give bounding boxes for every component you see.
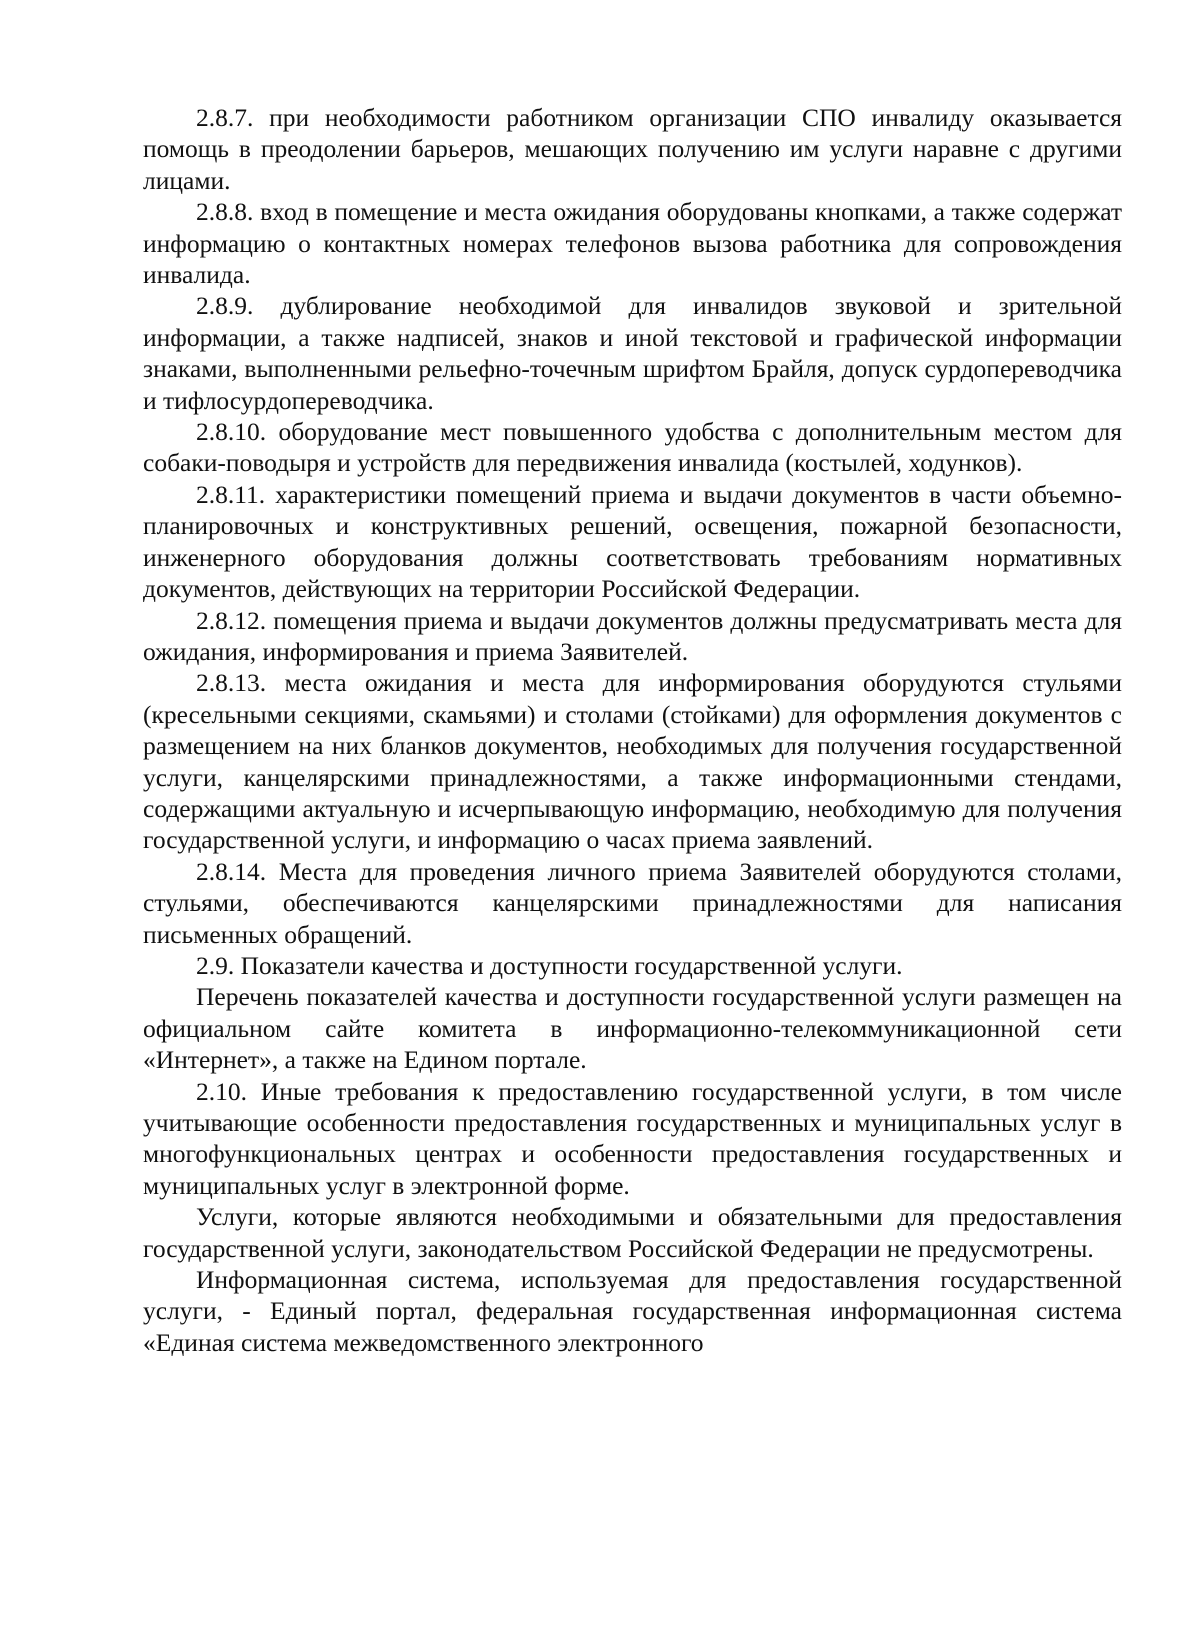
paragraph-2-8-7: 2.8.7. при необходимости работником организации СПО инвалиду оказывается помощь в преодолении барьеров, мешающих получению им услуги наравне с другими лицами. — [143, 103, 1122, 195]
paragraph-2-8-11: 2.8.11. характеристики помещений приема и выдачи документов в части объемно-планировочных и конструктивных решений, освещения, пожарной безопасности, инженерного оборудования должны соответствовать требованиям нормативных документов, действующих на территории Российской Федерации. — [143, 479, 1122, 604]
paragraph-2-8-10: 2.8.10. оборудование мест повышенного удобства с дополнительным местом для собаки-поводыря и устройств для передвижения инвалида (костылей, ходунков). — [143, 417, 1122, 478]
paragraph-2-8-13: 2.8.13. места ожидания и места для информирования оборудуются стульями (кресельными секциями, скамьями) и столами (стойками) для оформления документов с размещением на них бланков документов, необходимых для получения государственной услуги, канцелярскими принадлежностями, а также информационными стендами, содержащими актуальную и исчерпывающую информацию, необходимую для получения государственной услуги, и информацию о часах приема заявлений. — [143, 668, 1122, 855]
paragraph-2-8-8: 2.8.8. вход в помещение и места ожидания оборудованы кнопками, а также содержат информацию о контактных номерах телефонов вызова работника для сопровождения инвалида. — [143, 197, 1122, 290]
paragraph-2-8-14: 2.8.14. Места для проведения личного приема Заявителей оборудуются столами, стульями, обеспечиваются канцелярскими принадлежностями для написания письменных обращений. — [143, 856, 1122, 949]
paragraph-2-9: 2.9. Показатели качества и доступности государственной услуги. — [196, 950, 903, 980]
paragraph-2-8-9: 2.8.9. дублирование необходимой для инвалидов звуковой и зрительной информации, а также надписей, знаков и иной текстовой и графической информации знаками, выполненными рельефно-точечным шрифтом Брайля, допуск сурдопереводчика и тифлосурдопереводчика. — [143, 291, 1122, 415]
paragraph-information-system: Информационная система, используемая для предоставления государственной услуги, - Единый портал, федеральная государственная информационная система «Единая система межведомственного электронного — [143, 1265, 1122, 1357]
paragraph-required-services: Услуги, которые являются необходимыми и обязательными для предоставления государственной услуги, законодательством Российской Федерации не предусмотрены. — [143, 1202, 1122, 1263]
paragraph-quality-indicators: Перечень показателей качества и доступности государственной услуги размещен на официальном сайте комитета в информационно-телекоммуникационной сети «Интернет», а также на Едином портале. — [143, 982, 1122, 1075]
paragraph-2-10: 2.10. Иные требования к предоставлению государственной услуги, в том числе учитывающие особенности предоставления государственных и муниципальных услуг в многофункциональных центрах и особенности предоставления государственных и муниципальных услуг в электронной форме. — [143, 1076, 1122, 1200]
document-body — [143, 102, 1122, 1358]
paragraph-2-8-12: 2.8.12. помещения приема и выдачи документов должны предусматривать места для ожидания, информирования и приема Заявителей. — [143, 605, 1122, 666]
